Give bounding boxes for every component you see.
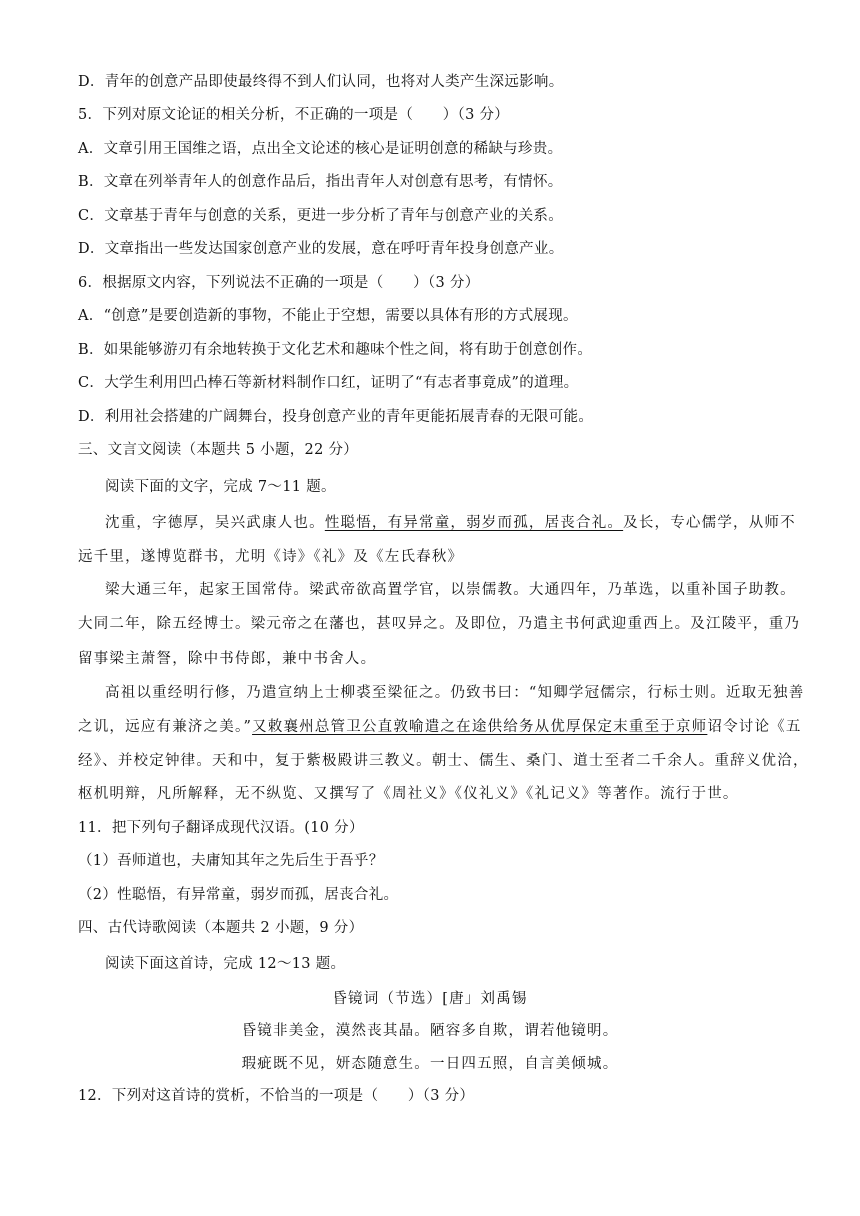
passage-p3-line3: 经》、并校定钟律。天和中，复于紫极殿讲三教义。朝士、儒生、桑门、道士至者二千余人。重辞义优洽，: [78, 753, 809, 769]
q5-option-a: A．文章引用王国维之语，点出全文论述的核心是证明创意的稀缺与珍贵。: [78, 141, 563, 157]
passage-p2-line1: 梁大通三年，起家王国常侍。梁武帝欲高置学官，以崇儒教。大通四年，乃革选，以重补国子助教。: [105, 582, 796, 598]
passage-text: 及长，专心儒学，从师不: [623, 515, 796, 531]
section3-heading: 三、文言文阅读（本题共 5 小题，22 分）: [78, 442, 359, 458]
passage-text: 之讥，远应有兼济之美。”: [78, 719, 253, 735]
q11-stem: 11．把下列句子翻译成现代汉语。(10 分）: [78, 820, 364, 836]
passage-text: 诏令讨论《五: [707, 719, 802, 735]
passage-p3-line2: [78, 716, 802, 738]
underlined-sentence: 性聪悟，有异常童，弱岁而孤，居丧合礼。: [324, 515, 624, 531]
q6-option-a: A．“创意”是要创造新的事物，不能止于空想，需要以具体有形的方式展现。: [78, 308, 578, 324]
q6-option-c: C．大学生利用凹凸棒石等新材料制作口红，证明了“有志者事竟成”的道理。: [78, 375, 579, 391]
passage-p2-line3: 留事梁主萧詧，除中书侍郎，兼中书舍人。: [78, 651, 377, 667]
section4-instruction: 阅读下面这首诗，完成 12～13 题。: [105, 956, 346, 972]
q11-sentence-2: （2）性聪悟，有异常童，弱岁而孤，居丧合礼。: [78, 887, 399, 903]
q6-option-d: D．利用社会搭建的广阔舞台，投身创意产业的青年更能拓展青春的无限可能。: [78, 409, 594, 425]
q12-stem: 12．下列对这首诗的赏析，不恰当的一项是（ ）（3 分）: [78, 1088, 475, 1104]
passage-p3-line1: 高祖以重经明行修，乃遣宣纳上士柳裘至梁征之。仍致书曰：“知卿学冠儒宗，行标士则。近取无独善: [105, 685, 805, 701]
passage-p1-line2: 远千里，遂博览群书，尤明《诗》《礼》及《左氏春秋》: [78, 549, 464, 565]
passage-p1-line1: [105, 512, 796, 534]
poem-line-1: 昏镜非美金，漠然丧其晶。陋容多自欺，谓若他镜明。: [241, 1023, 619, 1039]
q6-stem: 6．根据原文内容，下列说法不正确的一项是（ ）（3 分）: [78, 275, 480, 291]
q6-option-b: B．如果能够游刃有余地转换于文化艺术和趣味个性之间，将有助于创意创作。: [78, 342, 593, 358]
poem-title: 昏镜词（节选）[唐」刘禹锡: [332, 991, 528, 1007]
q5-option-c: C．文章基于青年与创意的关系，更进一步分析了青年与创意产业的关系。: [78, 208, 563, 224]
q5-option-d: D．文章指出一些发达国家创意产业的发展，意在呼吁青年投身创意产业。: [78, 241, 564, 257]
passage-p3-line4: 枢机明辩，凡所解释，无不纵览、又撰写了《周社义》《仪礼义》《礼记义》等著作。流行于世。: [78, 786, 739, 802]
q11-sentence-1: （1）吾师道也，夫庸知其年之先后生于吾乎？: [78, 853, 384, 869]
section4-heading: 四、古代诗歌阅读（本题共 2 小题，9 分）: [78, 920, 364, 936]
q4-option-d: D．青年的创意产品即使最终得不到人们认同，也将对人类产生深远影响。: [78, 74, 564, 90]
passage-text: 沈重，字德厚，吴兴武康人也。: [105, 515, 325, 531]
poem-line-2: 瑕疵既不见，妍态随意生。一日四五照，自言美倾城。: [241, 1056, 619, 1072]
section3-instruction: 阅读下面的文字，完成 7～11 题。: [105, 479, 336, 495]
q5-option-b: B．文章在列举青年人的创意作品后，指出青年人对创意有思考，有情怀。: [78, 174, 563, 190]
passage-p2-line2: 大同二年，除五经博士。梁元帝之在藩也，甚叹异之。及即位，乃遣主书何武迎重西上。及江陵平，重乃: [78, 616, 801, 632]
underlined-sentence: 又敕襄州总管卫公直敦喻遣之在途供给务从优厚保定末重至于京师: [252, 719, 708, 735]
q5-stem: 5．下列对原文论证的相关分析，不正确的一项是（ ）（3 分）: [78, 107, 510, 123]
